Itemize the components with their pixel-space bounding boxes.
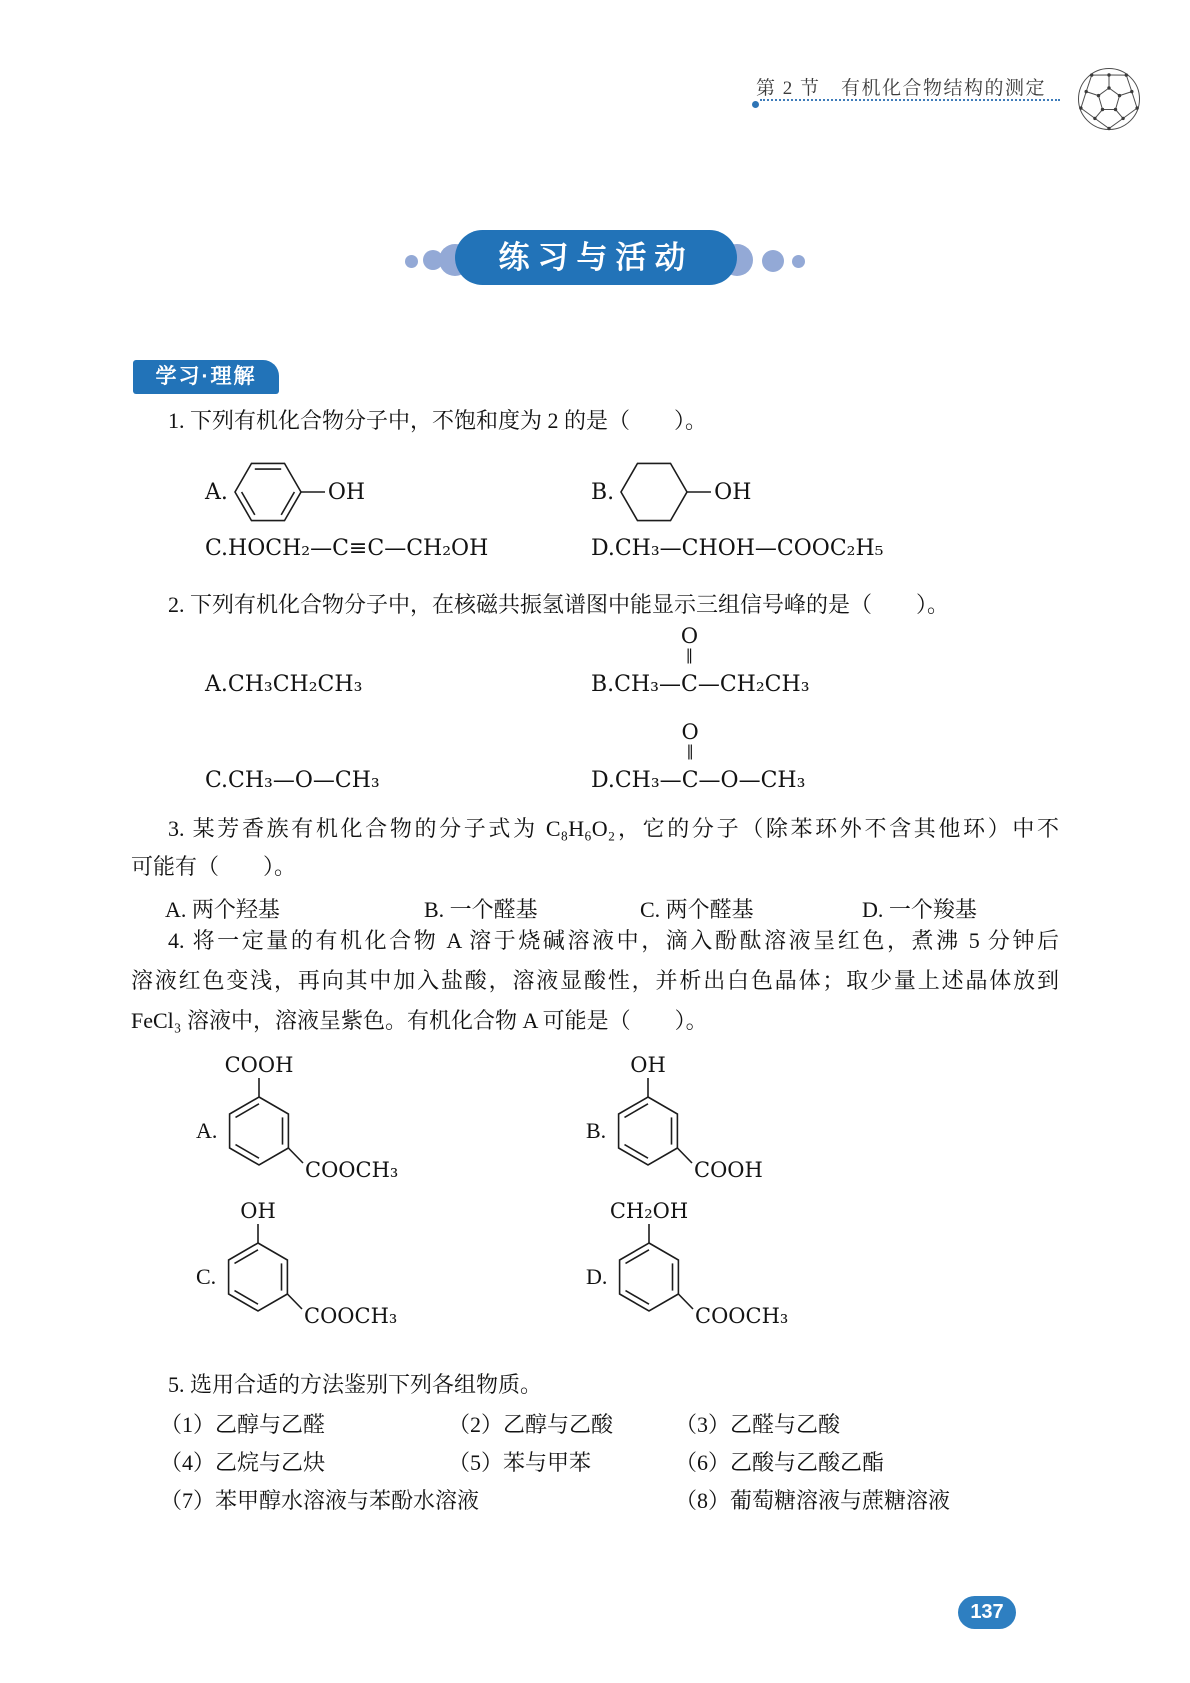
q5-item-3: （3）乙醛与乙酸: [675, 1412, 841, 1437]
cyclohexane-ring-icon: [614, 456, 714, 528]
substituent-bottom-label: COOCH₃: [305, 1158, 399, 1182]
formula-left: B.CH₃—: [591, 672, 681, 697]
q1-option-c: C.HOCH₂—C≡C—CH₂OH: [205, 536, 489, 561]
q5-item-4: （4）乙烷与乙炔: [160, 1450, 326, 1475]
benzene-structure-b: [608, 1050, 818, 1190]
question-4-line3: FeCl₃ 溶液中，溶液呈紫色。有机化合物 A 可能是（ ）。: [131, 1008, 708, 1033]
deco-circle-right-small: [792, 255, 805, 268]
formula-right: —O—CH₃: [698, 768, 806, 793]
q4-option-a-label: A.: [196, 1118, 218, 1143]
formula-left: D.CH₃—: [591, 768, 682, 793]
q5-item-2: （2）乙醇与乙酸: [448, 1412, 614, 1437]
q3-option-c: C. 两个醛基: [640, 897, 754, 922]
q5-item-7: （7）苯甲醇水溶液与苯酚水溶液: [160, 1488, 480, 1513]
carbonyl-group: [680, 624, 699, 697]
banner-title: 练习与活动: [498, 240, 694, 275]
carbonyl-group: [681, 720, 699, 793]
question-4-line2: 溶液红色变浅，再向其中加入盐酸，溶液显酸性，并析出白色晶体；取少量上述晶体放到: [131, 968, 1059, 993]
substituent-top-label: OH: [240, 1199, 276, 1223]
carbonyl-carbon: C: [681, 672, 698, 697]
carbonyl-oxygen: O: [680, 624, 699, 648]
question-2-text: 2. 下列有机化合物分子中，在核磁共振氢谱图中能显示三组信号峰的是（ ）。: [168, 592, 950, 617]
q2-option-c: C.CH₃—O—CH₃: [205, 768, 380, 793]
fullerene-icon: [1076, 66, 1142, 132]
q1-option-d: D.CH₃—CHOH—COOC₂H₅: [591, 536, 884, 561]
formula-right: —CH₂CH₃: [697, 672, 810, 697]
carbonyl-oxygen: O: [681, 720, 699, 744]
q2-option-b: [591, 624, 810, 697]
q5-item-6: （6）乙酸与乙酸乙酯: [675, 1450, 885, 1475]
substituent-bottom-label: COOH: [694, 1158, 764, 1182]
q4-option-d: [586, 1196, 819, 1336]
q4-option-c-label: C.: [196, 1264, 217, 1289]
q4-option-c: [196, 1196, 428, 1336]
q1-option-b: [591, 452, 751, 532]
header-rule-dot: [752, 101, 759, 108]
question-1-text: 1. 下列有机化合物分子中，不饱和度为 2 的是（ ）。: [168, 408, 708, 433]
benzene-structure-c: [218, 1196, 428, 1336]
substituent-bottom-label: COOCH₃: [304, 1304, 398, 1328]
benzene-structure-a: [219, 1050, 429, 1190]
q1-option-b-label: B.: [591, 479, 615, 505]
deco-circle-right-medium: [762, 250, 784, 272]
substituent-top-label: COOH: [224, 1053, 294, 1077]
exercise-banner: [455, 230, 737, 285]
substituent-bottom-label: COOCH₃: [695, 1304, 789, 1328]
q5-item-5: （5）苯与甲苯: [448, 1450, 592, 1475]
page-number: 137: [970, 1601, 1004, 1623]
header-section-title: 第 2 节 有机化合物结构的测定: [756, 78, 1047, 99]
q5-item-8: （8）葡萄糖溶液与蔗糖溶液: [675, 1488, 951, 1513]
question-3-line2: 可能有（ ）。: [131, 854, 297, 879]
question-4-line1: 4. 将一定量的有机化合物 A 溶于烧碱溶液中，滴入酚酞溶液呈红色，煮沸 5 分钟后: [168, 928, 1059, 953]
deco-circle-left-small: [405, 255, 418, 268]
q5-item-1: （1）乙醇与乙醛: [160, 1412, 326, 1437]
q3-option-b: B. 一个醛基: [424, 897, 538, 922]
double-bond-icon: ‖: [685, 646, 694, 664]
section-label-text: 学习·理解: [155, 365, 257, 388]
q4-option-b-label: B.: [586, 1118, 607, 1143]
q1-option-a-label: A.: [205, 479, 228, 505]
substituent-top-label: CH₂OH: [610, 1199, 689, 1223]
question-5-text: 5. 选用合适的方法鉴别下列各组物质。: [168, 1372, 543, 1397]
substituent-top-label: OH: [630, 1053, 666, 1077]
q3-option-a: A. 两个羟基: [165, 897, 280, 922]
question-3-line1: 3. 某芳香族有机化合物的分子式为 C₈H₆O₂，它的分子（除苯环外不含其他环）中不: [168, 816, 1059, 841]
carbonyl-carbon: C: [681, 768, 699, 793]
benzene-structure-d: [609, 1196, 819, 1336]
page-number-badge: [958, 1596, 1016, 1629]
benzene-ring-icon: [228, 456, 328, 528]
hydroxyl-label: OH: [714, 479, 752, 505]
hydroxyl-label: OH: [327, 479, 366, 505]
q4-option-b: [586, 1050, 818, 1190]
q4-option-d-label: D.: [586, 1264, 608, 1289]
header-dotted-rule: [760, 99, 1060, 101]
q3-option-d: D. 一个羧基: [862, 897, 977, 922]
section-label: [133, 360, 279, 394]
q4-option-a: [196, 1050, 429, 1190]
double-bond-icon: ‖: [686, 742, 694, 760]
q1-option-a: [205, 452, 365, 532]
q2-option-a: A.CH₃CH₂CH₃: [205, 672, 363, 697]
q2-option-d: [591, 720, 806, 793]
